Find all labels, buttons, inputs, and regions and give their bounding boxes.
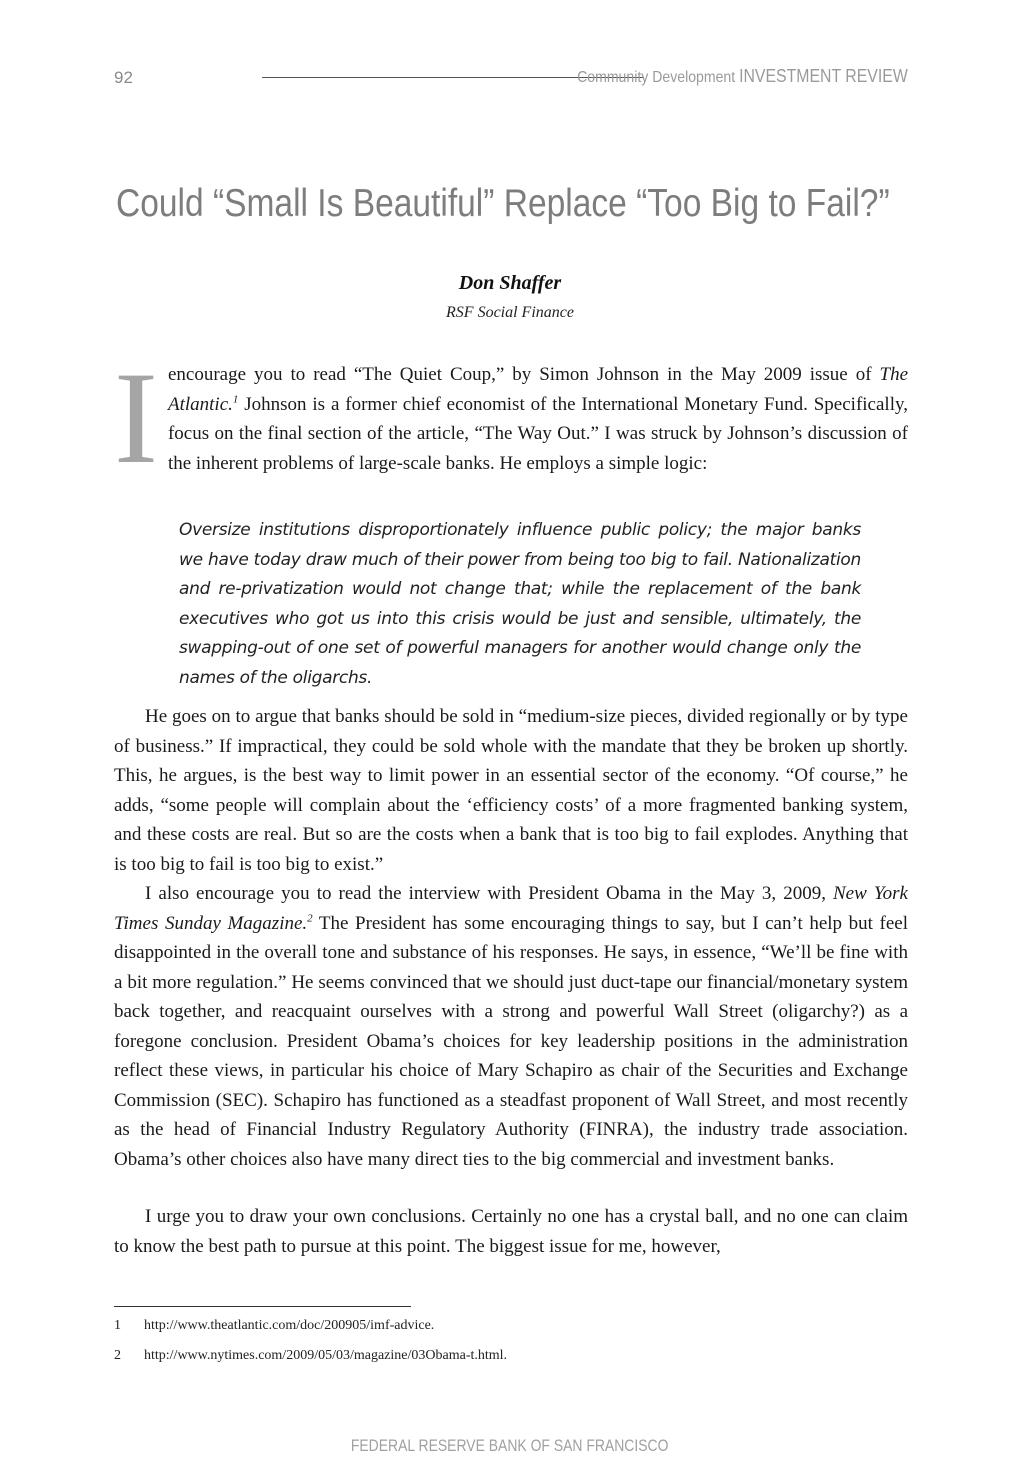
- footnote-link: http://www.nytimes.com/2009/05/03/magazine/03Obama-t.html.: [144, 1348, 508, 1363]
- footer-text: FEDERAL RESERVE BANK OF SAN FRANCISCO: [351, 1436, 669, 1455]
- footnote-2: [114, 1348, 507, 1364]
- footnote-1: [114, 1318, 434, 1334]
- article-title: Could “Small Is Beautiful” Replace “Too Big to Fail?”: [116, 182, 890, 225]
- paragraph-3-text-b: The President has some encouraging things to say, but I can’t help but feel disappointed in the overall tone and substance of his responses. He says, in essence, “We’ll be fine with a bit more regulation.” He seems convinced that we should just duct-tape our financial/monetary system back together, and reacquaint ourselves with a strong and powerful Wall Street (oligarchy?) as a foregone conclusion. President Obama’s choices for key leadership positions in the administration reflect these views, in particular his choice of Mary Schapiro as chair of the Securities and Exchange Commission (SEC). Schapiro has functioned as a steadfast proponent of Wall Street, and most recently as the head of Financial Industry Regulatory Authority (FINRA), the industry trade association. Obama’s other choices also have many direct ties to the big commercial and investment banks.: [114, 912, 908, 1170]
- paragraph-1: [114, 344, 908, 491]
- paragraph-1-text-b: Johnson is a former chief economist of the International Monetary Fund. Specifically, focus on the final section of the article, “The Way Out.” I was struck by Johnson’s discussion of the inherent problems of large-scale banks. He employs a simple logic:: [167, 393, 908, 474]
- paragraph-3-italic: New York Times Sunday Magazine.: [114, 883, 908, 934]
- paragraph-2: He goes on to argue that banks should be sold in “medium-size pieces, divided regionally or by type of business.” If impractical, they could be sold whole with the mandate that they be broken up shortly. This, he argues, is the best way to limit power in an essential sector of the economy. “Of course,” he adds, “some people will complain about the ‘efficiency costs’ of a more fragmented banking system, and these costs are real. But so are the costs when a bank that is too big to fail explodes. Anything that is too big to fail is too big to exist.”: [114, 706, 908, 875]
- paragraph-3-text-a: I also encourage you to read the interview with President Obama in the May 3, 2009,: [145, 883, 833, 904]
- footnote-number: 1: [114, 1318, 121, 1333]
- block-quote: Oversize institutions disproportionately influence public policy; the major banks we have today draw much of their power from being too big to fail. Nationalization and re-privatization would not change that; while the replacement of the bank executives who got us into this crisis would be just and sensible, ultimately, the swapping-out of one set of powerful managers for another would change only the names of the oligarchs.: [179, 520, 861, 688]
- author-affiliation: RSF Social Finance: [446, 304, 574, 321]
- author-name: Don Shaffer: [458, 272, 562, 294]
- page-number: 92: [114, 68, 133, 87]
- footnote-rule: [114, 1306, 411, 1307]
- paragraph-4: I urge you to draw your own conclusions. Certainly no one has a crystal ball, and no one can claim to know the best path to pursue at this point. The biggest issue for me, however,: [114, 1206, 908, 1257]
- paragraph-3: [114, 879, 908, 1174]
- journal-name-small: Community Development: [577, 69, 736, 86]
- journal-name: [577, 66, 908, 87]
- paragraph-1-italic: The Atlantic.: [167, 364, 908, 415]
- footnote-number: 2: [114, 1348, 121, 1363]
- running-header: [114, 64, 908, 92]
- footnote-link: http://www.theatlantic.com/doc/200905/imf-advice.: [144, 1318, 435, 1333]
- journal-name-caps: INVESTMENT REVIEW: [739, 66, 908, 86]
- page-footer: [0, 1436, 1020, 1456]
- paragraph-1-text-a: encourage you to read “The Quiet Coup,” by Simon Johnson in the May 2009 issue of: [167, 364, 880, 385]
- drop-cap: I: [114, 344, 158, 491]
- footnote-ref-2: 2: [307, 912, 313, 925]
- footnote-ref-1: 1: [232, 393, 239, 406]
